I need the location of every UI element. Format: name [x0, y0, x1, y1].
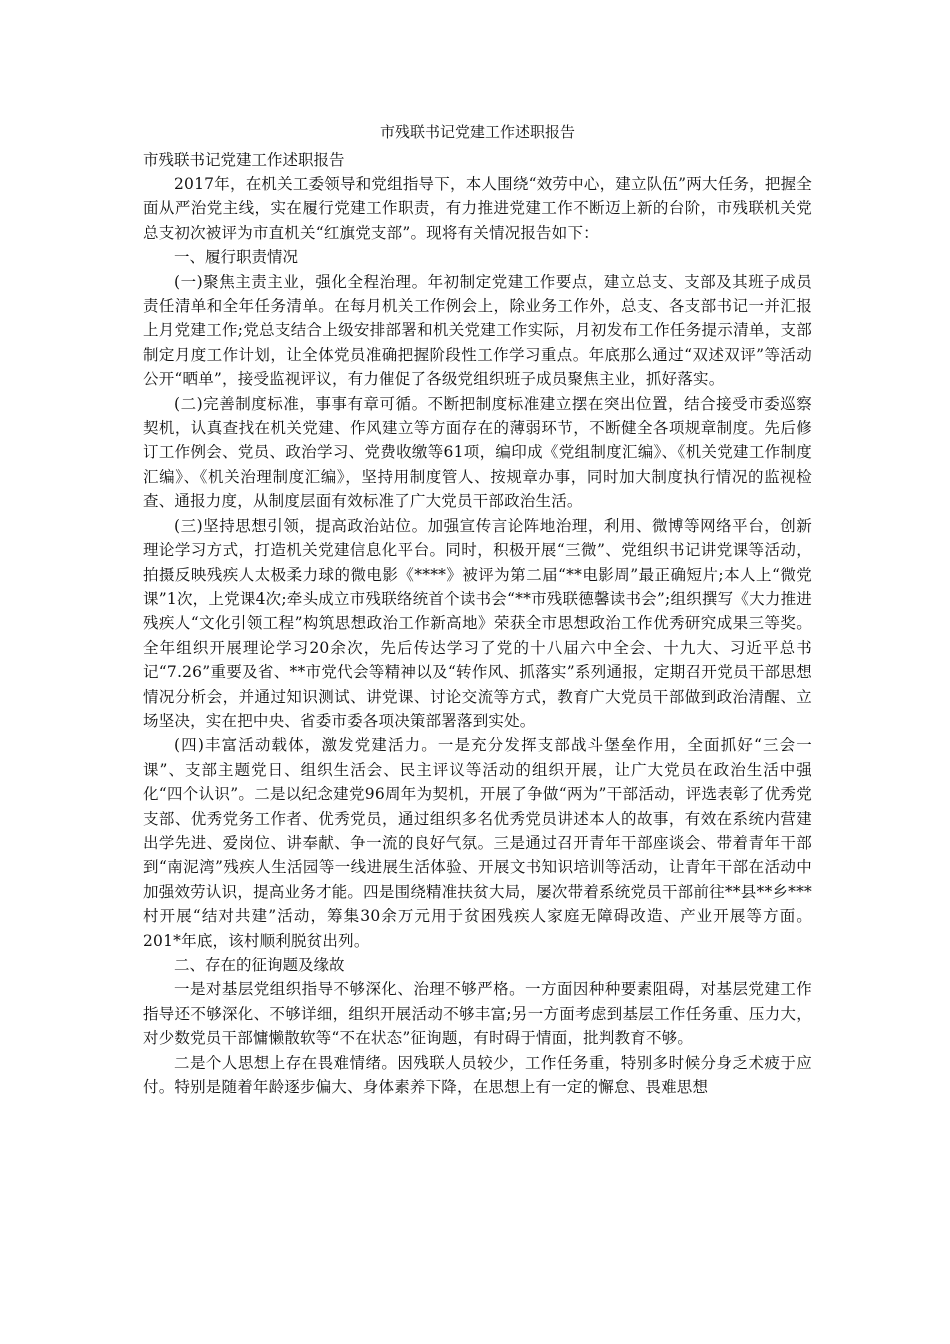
section-heading-problems: 二、存在的征询题及缘故 — [174, 956, 345, 974]
document-page — [143, 120, 812, 1099]
paragraph-problem-two: 二是个人思想上存在畏难情绪。因残联人员较少，工作任务重，特别多时候分身乏术疲于应付。特别是随着年龄逐步偏大、身体素养下降，在思想上有一定的懈怠、畏难思想 — [143, 1053, 812, 1097]
section-heading-duties: 一、履行职责情况 — [174, 248, 299, 267]
paragraph-ideological-guidance: (三)坚持思想引领，提高政治站位。加强宣传言论阵地治理，利用、微博等网络平台，创新理论学习方式，打造机关党建信息化平台。同时，积极开展“三微”、党组织书记讲党课等活动，拍摄反映残疾人太极柔力球的微电影《****》被评为第二届“**电影周”最正确短片;本人上“微党课”1次，上党课4次;牵头成立市残联络统首个读书会“**市残联德馨读书会”;组织撰写《大力推进残疾人“文化引领工程”构筑思想政治工作新高地》荣获全市思想政治工作优秀研究成果三等奖。全年组织开展理论学习20余次，先后传达学习了党的十八届六中全会、十九大、习近平总书记“7.26”重要及省、**市党代会等精神以及“转作风、抓落实”系列通报，定期召开党员干部思想情况分析会，并通过知识测试、讲党课、讨论交流等方式，教育广大党员干部做到政治清醒、立场坚决，实在把中央、省委市委各项决策部署落到实处。 — [143, 516, 812, 730]
intro-paragraph: 2017年，在机关工委领导和党组指导下，本人围绕“效劳中心，建立队伍”两大任务，把握全面从严治党主线，实在履行党建工作职责，有力推进党建工作不断迈上新的台阶，市残联机关党总支初次被评为市直机关“红旗党支部”。现将有关情况报告如下： — [143, 175, 812, 242]
document-subtitle: 市残联书记党建工作述职报告 — [143, 151, 345, 169]
paragraph-improve-systems: (二)完善制度标准，事事有章可循。不断把制度标准建立摆在突出位置，结合接受市委巡察契机，认真查找在机关党建、作风建立等方面存在的薄弱环节，不断健全各项规章制度。先后修订工作例会、党员、政治学习、党费收缴等61项，编印成《党组制度汇编》、《机关党建工作制度汇编》、《机关治理制度汇编》，坚持用制度管人、按规章办事，同时加大制度执行情况的监视检查、通报力度，从制度层面有效标准了广大党员干部政治生活。 — [143, 394, 812, 511]
paragraph-activities: (四)丰富活动载体，激发党建活力。一是充分发挥支部战斗堡垒作用，全面抓好“三会一课”、支部主题党日、组织生活会、民主评议等活动的组织开展，让广大党员在政治生活中强化“四个认识”。二是以纪念建党96周年为契机，开展了争做“两为”干部活动，评选表彰了优秀党支部、优秀党务工作者、优秀党员，通过组织多名优秀党员讲述本人的故事，有效在系统内营建出学先进、爱岗位、讲奉献、争一流的良好气氛。三是通过召开青年干部座谈会、带着青年干部到“南泥湾”残疾人生活园等一线进展生活体验、开展文书知识培训等活动，让青年干部在活动中加强效劳认识，提高业务才能。四是围绕精准扶贫大局，屡次带着系统党员干部前往**县**乡***村开展“结对共建”活动，筹集30余万元用于贫困残疾人家庭无障碍改造、产业开展等方面。201*年底，该村顺利脱贫出列。 — [143, 736, 812, 950]
paragraph-problem-one: 一是对基层党组织指导不够深化、治理不够严格。一方面因种种要素阻碍，对基层党建工作指导还不够深化、不够详细，组织开展活动不够丰富;另一方面考虑到基层工作任务重、压力大，对少数党员干部慵懒散软等“不在状态”征询题，有时碍于情面，批判教育不够。 — [143, 980, 812, 1048]
paragraph-focus-responsibility: (一)聚焦主责主业，强化全程治理。年初制定党建工作要点，建立总支、支部及其班子成员责任清单和全年任务清单。在每月机关工作例会上，除业务工作外，总支、各支部书记一并汇报上月党建工作;党总支结合上级安排部署和机关党建工作实际，月初发布工作任务提示清单，支部制定月度工作计划，让全体党员准确把握阶段性工作学习重点。年底那么通过“双述双评”等活动公开“晒单”，接受监视评议，有力催促了各级党组织班子成员聚焦主业，抓好落实。 — [143, 272, 812, 389]
document-title: 市残联书记党建工作述职报告 — [379, 123, 575, 141]
